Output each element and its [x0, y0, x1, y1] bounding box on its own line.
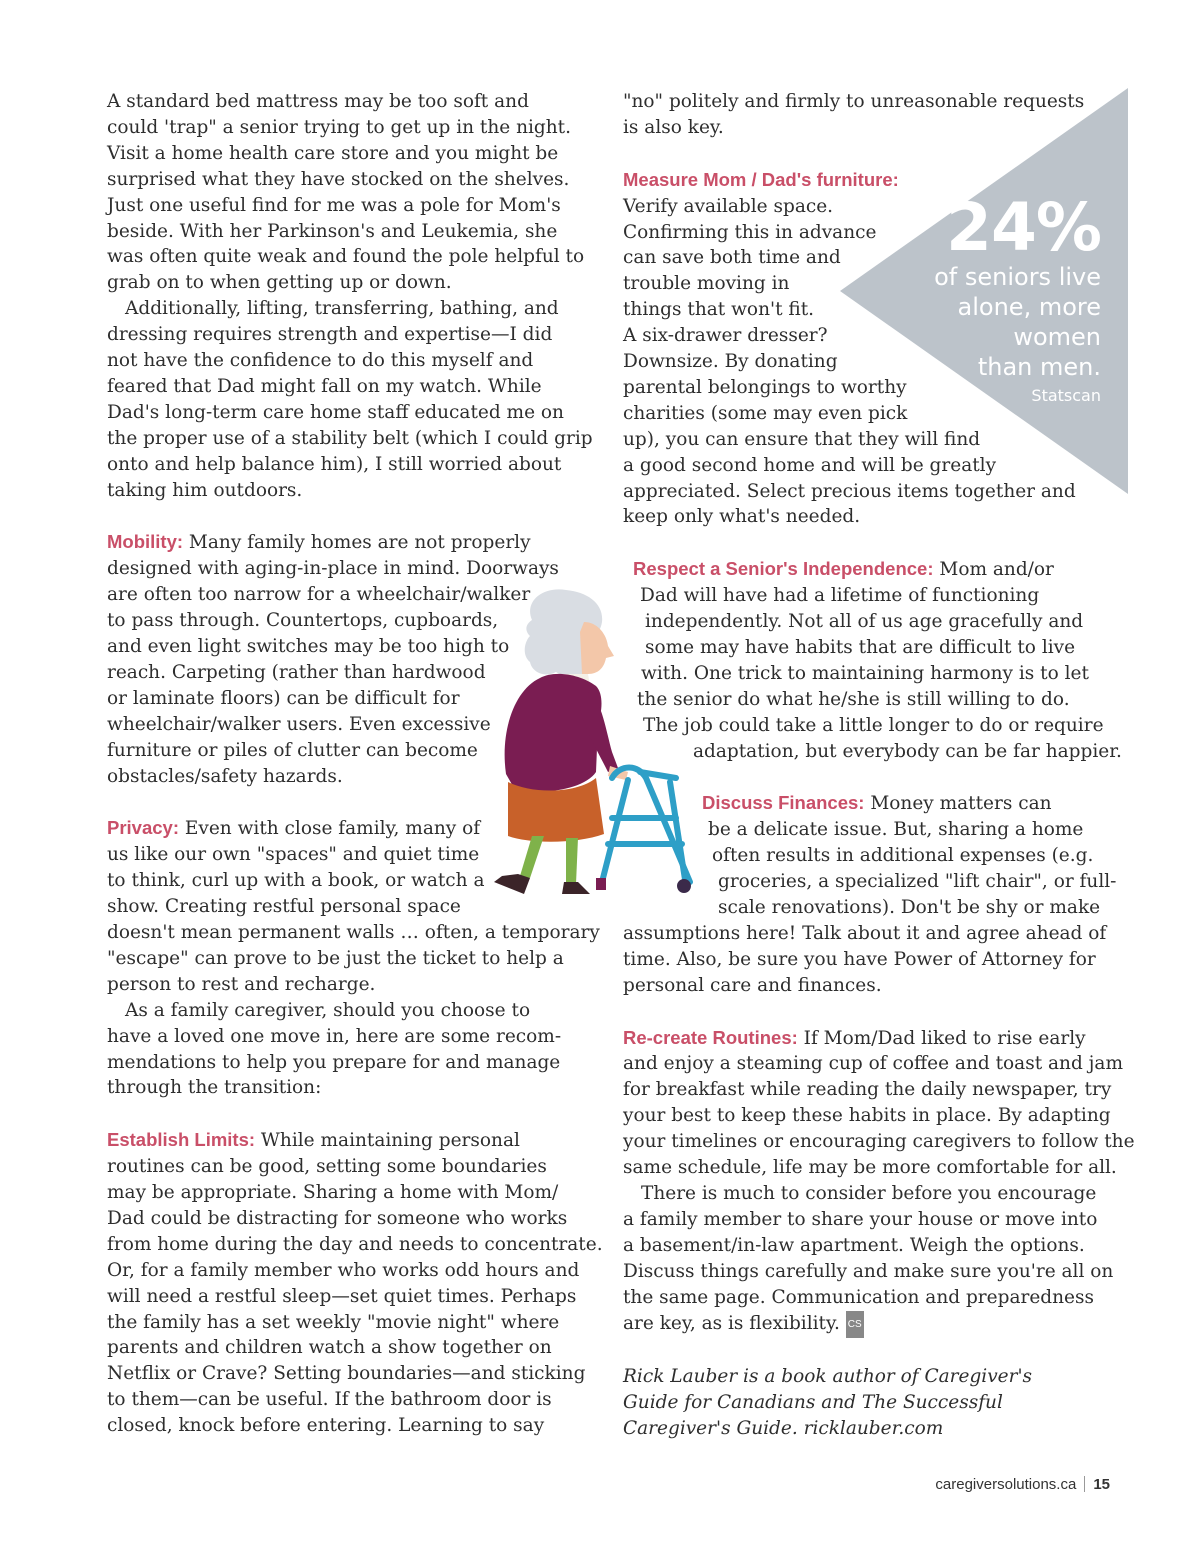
intro-paragraph: A standard bed mattress may be too soft and could 'trap" a senior trying to get up in the night. Visit a home health care store and you might be surprised what they have stocked on the shelves. Just one useful find for me was a pole for Mom's beside. With her Parkinson's and Leukemia, she was often quite weak and found the pole helpful to grab on to when getting up or down.: [107, 91, 585, 294]
privacy-heading: Privacy:: [107, 817, 179, 839]
footer-divider: [1084, 1476, 1085, 1492]
closing-paragraph: There is much to consider before you encourage a family member to share your house or move into a basement/in-law apartment. Weigh the options. Discuss things carefully and make sure you're all on the same page. Communication and preparedness are key, as is flexibility. CS: [623, 1181, 1135, 1338]
respect-section: Respect a Senior's Independence: Mom and/or Dad will have had a lifetime of functioning independently. Not all of us age gracefully and some may have habits that are difficult to live with. One trick to maintaining harmony is to let the senior do what he/she is still willing to do. The job could take a little longer to do or require adaptation, but everybody can be far happier.: [633, 558, 1122, 762]
stat-percent: 24%: [946, 189, 1101, 266]
stat-caption: of seniors live alone, more women than men.: [934, 263, 1101, 381]
limits-heading: Establish Limits:: [107, 1129, 256, 1151]
additionally-paragraph: Additionally, lifting, transferring, bathing, and dressing requires strength and expertise—I did not have the confidence to do this myself and feared that Dad might fall on my watch. While Dad's long-term care home staff educated me on the proper use of a stability belt (which I could grip onto and help balance him), I still worried about taking him outdoors.: [107, 298, 593, 501]
caregiver-paragraph: As a family caregiver, should you choose to have a loved one move in, here are some recom- mendations to help you prepare for and manage through the transition:: [107, 999, 562, 1099]
site-url: caregiversolutions.ca: [935, 1476, 1077, 1493]
senior-woman-with-walker-illustration: [480, 582, 710, 902]
page-number: 15: [1093, 1476, 1110, 1493]
cs-end-mark-badge: CS: [846, 1311, 864, 1339]
measure-heading: Measure Mom / Dad's furniture:: [623, 168, 899, 190]
respect-heading: Respect a Senior's Independence:: [633, 558, 934, 580]
privacy-section: Privacy: Even with close family, many of us like our own "spaces" and quiet time to think, curl up with a book, or watch a show. Creating restful personal space doesn't mean permanent walls … often, a temporary "escape" can prove to be just the ticket to help a person to rest and recharge.: [107, 817, 600, 995]
page-footer: [935, 1476, 1110, 1493]
top-continuation: "no" politely and firmly to unreasonable requests is also key.: [623, 91, 1085, 138]
mobility-section: Mobility: Many family homes are not properly designed with aging-in-place in mind. Doorways are often too narrow for a wheelchair/walker to pass through. Countertops, cupboards, and even light switches may be too high to reach. Carpeting (rather than hardwood or laminate floors) can be difficult for wheelchair/walker users. Even excessive furniture or piles of clutter can become obstacles/safety hazards.: [107, 531, 559, 787]
measure-section: Measure Mom / Dad's furniture: Verify available space. Confirming this in advance can save both time and trouble moving in things that won't fit. A six-drawer dresser? Downsize. By donating parental belongings to worthy charities (some may even pick up), you can ensure that they will find a good second home and will be greatly appreciated. Select precious items together and keep only what's needed.: [623, 168, 1076, 528]
stat-source: Statscan: [1031, 386, 1101, 405]
finances-section: Discuss Finances: Money matters can be a delicate issue. But, sharing a home often results in additional expenses (e.g. groceries, a specialized "lift chair", or full- scale renovations). Don't be shy or make assumptions here! Talk about it and agree ahead of time. Also, be sure you have Power of Attorney for personal care and finances.: [623, 792, 1117, 996]
limits-section: Establish Limits: While maintaining personal routines can be good, setting some boundaries may be appropriate. Sharing a home with Mom/ Dad could be distracting for someone who works from home during the day and needs to concentrate. Or, for a family member who works odd hours and will need a restful sleep—set quiet times. Perhaps the family has a set weekly "movie night" where parents and children watch a show together on Netflix or Crave? Setting boundaries—and sticking to them—can be useful. If the bathroom door is closed, knock before entering. Learning to say: [107, 1129, 603, 1437]
finances-heading: Discuss Finances:: [702, 792, 865, 814]
routines-heading: Re-create Routines:: [623, 1026, 798, 1048]
author-bio: Rick Lauber is a book author of Caregiver's Guide for Canadians and The Successful Caregiver's Guide. ricklauber.com: [623, 1366, 1033, 1440]
mobility-heading: Mobility:: [107, 531, 184, 553]
routines-section: Re-create Routines: If Mom/Dad liked to rise early and enjoy a steaming cup of coffee and toast and jam for breakfast while reading the daily newspaper, try your best to keep these habits in place. By adapting your timelines or encouraging caregivers to follow the same schedule, life may be more comfortable for all.: [623, 1026, 1135, 1179]
